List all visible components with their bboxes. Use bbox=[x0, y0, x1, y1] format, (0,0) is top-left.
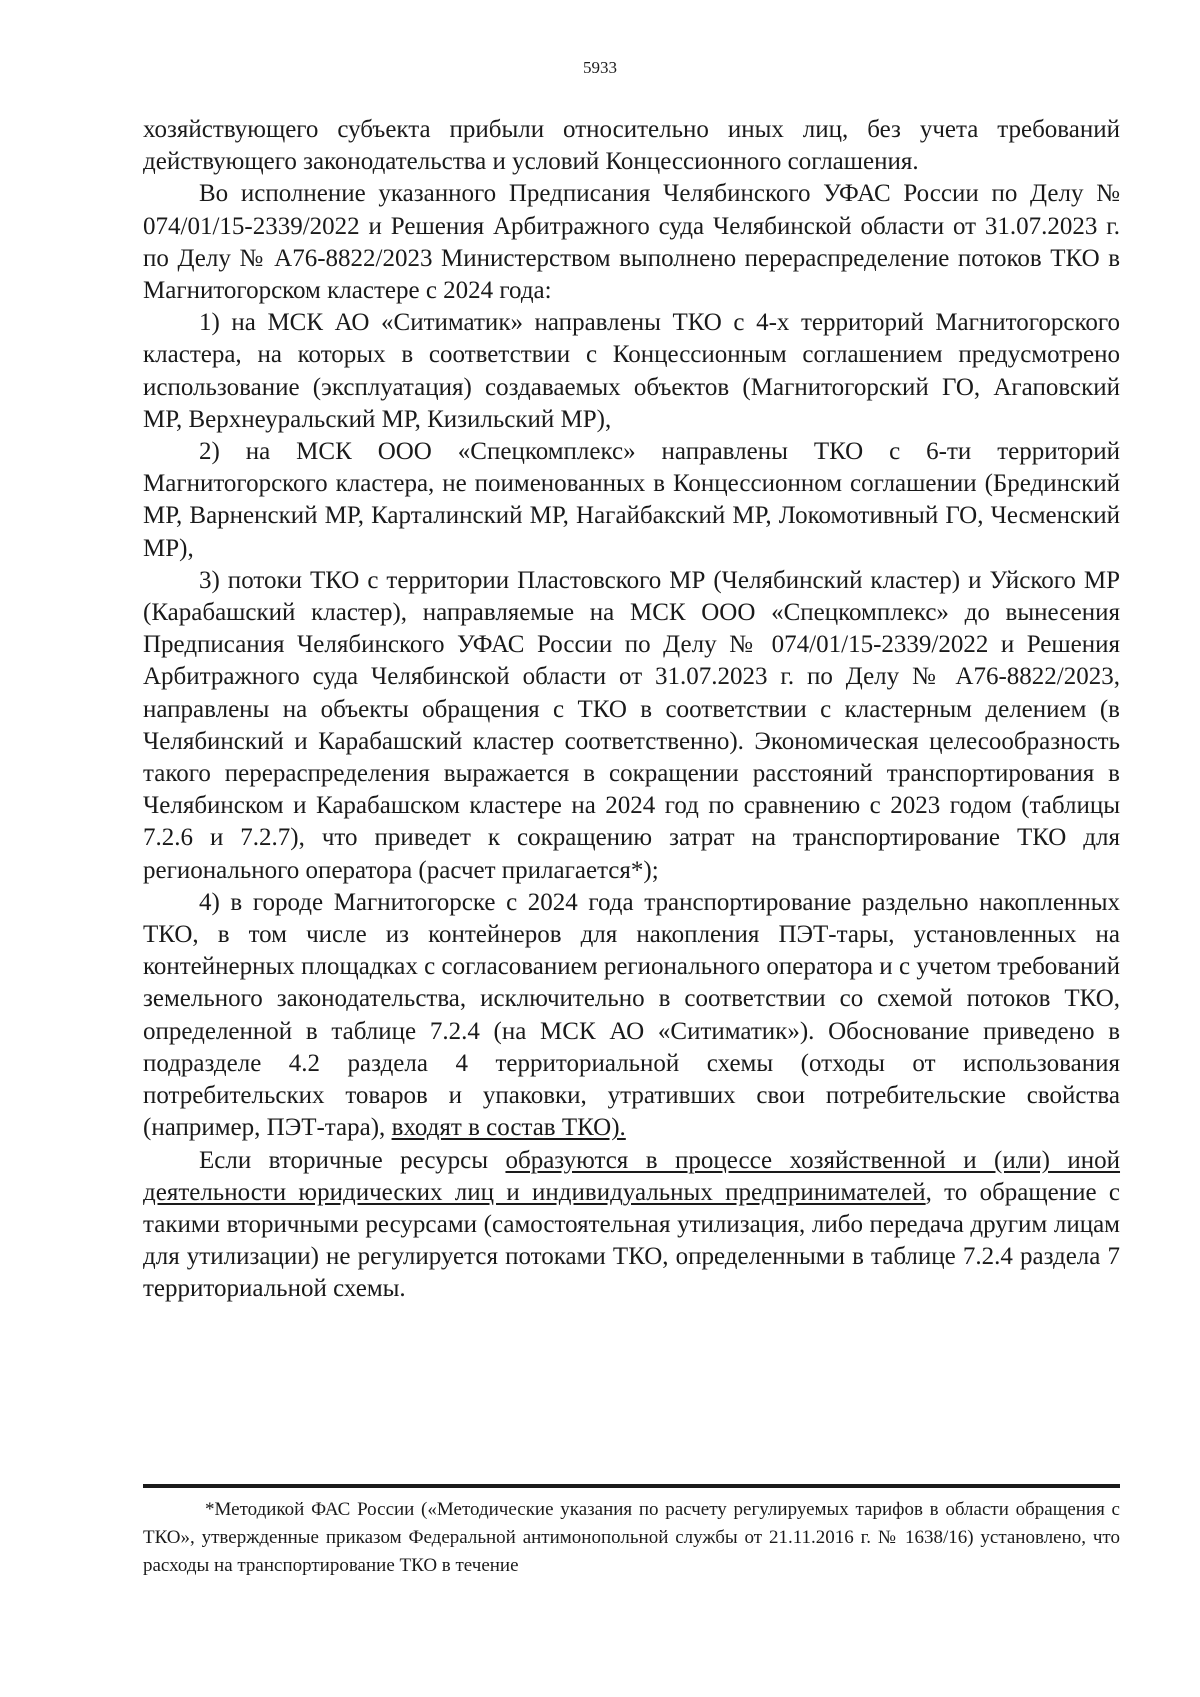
list-item-4-underlined: входят в состав ТКО). bbox=[391, 1114, 626, 1142]
list-item-2: 2) на МСК ООО «Спецкомплекс» направлены ТКО с 6-ти территорий Магнитогорского кластера, не поименованных в Концессионном соглашении (Брединский МР, Варненский МР, Карталинский МР, Нагайбакский МР, Локомотивный ГО, Чесменский МР), bbox=[143, 438, 1120, 562]
paragraph-continuation: хозяйствующего субъекта прибыли относительно иных лиц, без учета требований действующего законодательства и условий Концессионного соглашения. bbox=[143, 116, 1120, 176]
secondary-resources-after: , то обращение с такими вторичными ресурсами (самостоятельная утилизация, либо передача другим лицам для утилизации) не регулируется потоками ТКО, определенными в таблице 7.2.4 раздела 7 территориальной схемы. bbox=[143, 1178, 1120, 1303]
list-item-4-text: 4) в городе Магнитогорске с 2024 года транспортирование раздельно накопленных ТКО, в том числе из контейнеров для накопления ПЭТ-тары, установленных на контейнерных площадках с согласованием регионального оператора и с учетом требований земельного законодательства, исключительно в соответствии со схемой потоков ТКО, определенной в таблице 7.2.4 (на МСК АО «Ситиматик»). Обоснование приведено в подразделе 4.2 раздела 4 территориальной схемы (отходы от использования потребительских товаров и упаковки, утративших свои потребительские свойства (например, ПЭТ-тара), bbox=[143, 888, 1120, 1142]
footnote: *Методикой ФАС России («Методические указания по расчету регулируемых тарифов в области обращения с ТКО», утвержденные приказом Федеральной антимонопольной службы от 21.11.2016 г. № 1638/16) установлено, что расходы на транспортирование ТКО в течение bbox=[143, 1499, 1120, 1576]
list-item-4 bbox=[143, 887, 1120, 1145]
paragraph-prescription: Во исполнение указанного Предписания Челябинского УФАС России по Делу № 074/01/15-2339/2022 и Решения Арбитражного суда Челябинской области от 31.07.2023 г. по Делу № А76-8822/2023 Министерством выполнено перераспределение потоков ТКО в Магнитогорском кластере с 2024 года: bbox=[143, 180, 1120, 305]
secondary-resources-underlined: образуются в процессе хозяйственной и (или) иной деятельности юридических лиц и индивидуальных предпринимателей bbox=[143, 1146, 1121, 1206]
paragraph-secondary-resources bbox=[143, 1145, 1120, 1306]
footnote-divider bbox=[143, 1484, 1120, 1488]
list-item-1: 1) на МСК АО «Ситиматик» направлены ТКО с 4-х территорий Магнитогорского кластера, на которых в соответствии с Концессионным соглашением предусмотрено использование (эксплуатация) создаваемых объектов (Магнитогорский ГО, Агаповский МР, Верхнеуральский МР, Кизильский МР), bbox=[143, 309, 1120, 433]
list-item-3: 3) потоки ТКО с территории Пластовского МР (Челябинский кластер) и Уйского МР (Карабашский кластер), направляемые на МСК ООО «Спецкомплекс» до вынесения Предписания Челябинского УФАС России по Делу № 074/01/15-2339/2022 и Решения Арбитражного суда Челябинской области от 31.07.2023 г. по Делу № А76-8822/2023, направлены на объекты обращения с ТКО в соответствии с кластерным делением (в Челябинский и Карабашский кластер соответственно). Экономическая целесообразность такого перераспределения выражается в сокращении расстояний транспортирования в Челябинском и Карабашском кластере на 2024 год по сравнению с 2023 годом (таблицы 7.2.6 и 7.2.7), что приведет к сокращению затрат на транспортирование ТКО для регионального оператора (расчет прилагается*); bbox=[143, 566, 1120, 884]
secondary-resources-before: Если вторичные ресурсы bbox=[199, 1146, 506, 1174]
main-text bbox=[143, 114, 1120, 1306]
page-number: 5933 bbox=[583, 58, 617, 77]
